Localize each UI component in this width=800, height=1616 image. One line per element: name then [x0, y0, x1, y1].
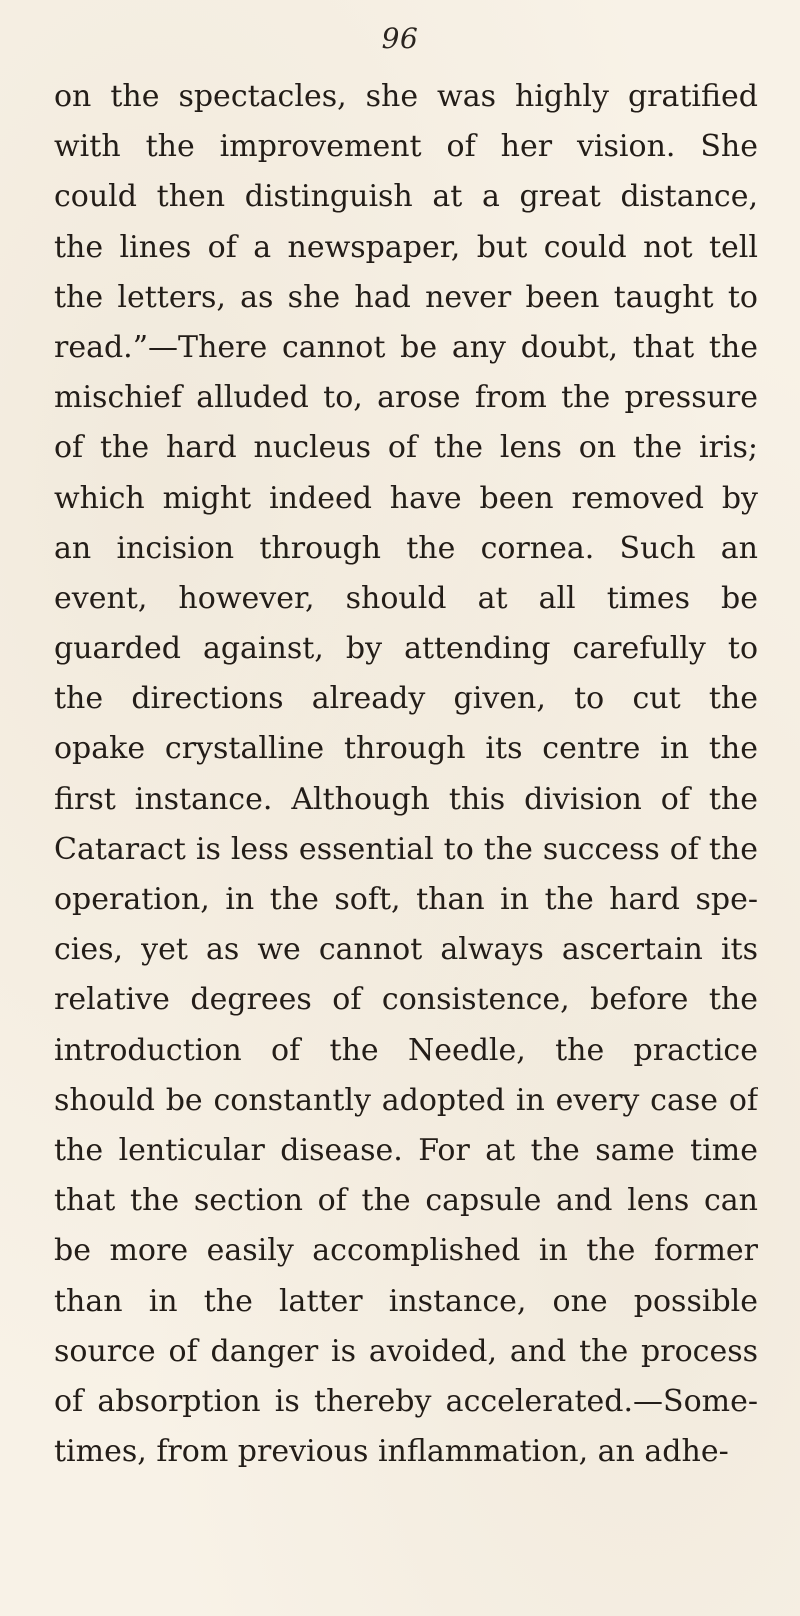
text-line: times, from previous inflammation, an adhe- — [54, 1434, 729, 1470]
text-line: relative degrees of consistence, before the — [54, 982, 758, 1018]
text-line: on the spectacles, she was highly gratified — [54, 79, 758, 114]
text-line: cies, yet as we cannot always ascertain its — [54, 932, 758, 968]
text-line: that the section of the capsule and lens can — [54, 1183, 758, 1219]
text-line: which might indeed have been removed by — [54, 480, 758, 516]
body-text — [54, 72, 758, 1477]
text-line: the lines of a newspaper, but could not tell — [54, 229, 758, 265]
page-number: 96 — [381, 22, 419, 55]
text-line: an incision through the cornea. Such an — [54, 530, 758, 566]
text-line: read.”—There cannot be any doubt, that the — [54, 329, 758, 365]
text-line: event, however, should at all times be — [54, 580, 758, 616]
text-line: the letters, as she had never been taught to — [54, 279, 758, 315]
text-line: of absorption is thereby accelerated.—Some- — [54, 1383, 758, 1419]
text-line: opake crystalline through its centre in the — [54, 731, 758, 767]
text-line: with the improvement of her vision. She — [54, 129, 758, 165]
text-line: of the hard nucleus of the lens on the iris; — [54, 430, 758, 466]
text-line: than in the latter instance, one possible — [54, 1283, 758, 1319]
text-line: the lenticular disease. For at the same time — [54, 1132, 758, 1168]
text-line: Cataract is less essential to the success of the — [54, 831, 758, 867]
text-line: operation, in the soft, than in the hard spe- — [54, 882, 758, 917]
text-line: first instance. Although this division of the — [54, 781, 758, 817]
text-line: should be constantly adopted in every case of — [54, 1082, 758, 1118]
text-line: the directions already given, to cut the — [54, 681, 758, 717]
text-line: mischief alluded to, arose from the pressure — [54, 380, 758, 416]
text-line: introduction of the Needle, the practice — [54, 1032, 758, 1068]
text-line: source of danger is avoided, and the process — [54, 1333, 758, 1369]
text-line: guarded against, by attending carefully to — [54, 631, 758, 667]
text-line: be more easily accomplished in the former — [54, 1233, 758, 1269]
text-line: could then distinguish at a great distance, — [54, 179, 758, 215]
